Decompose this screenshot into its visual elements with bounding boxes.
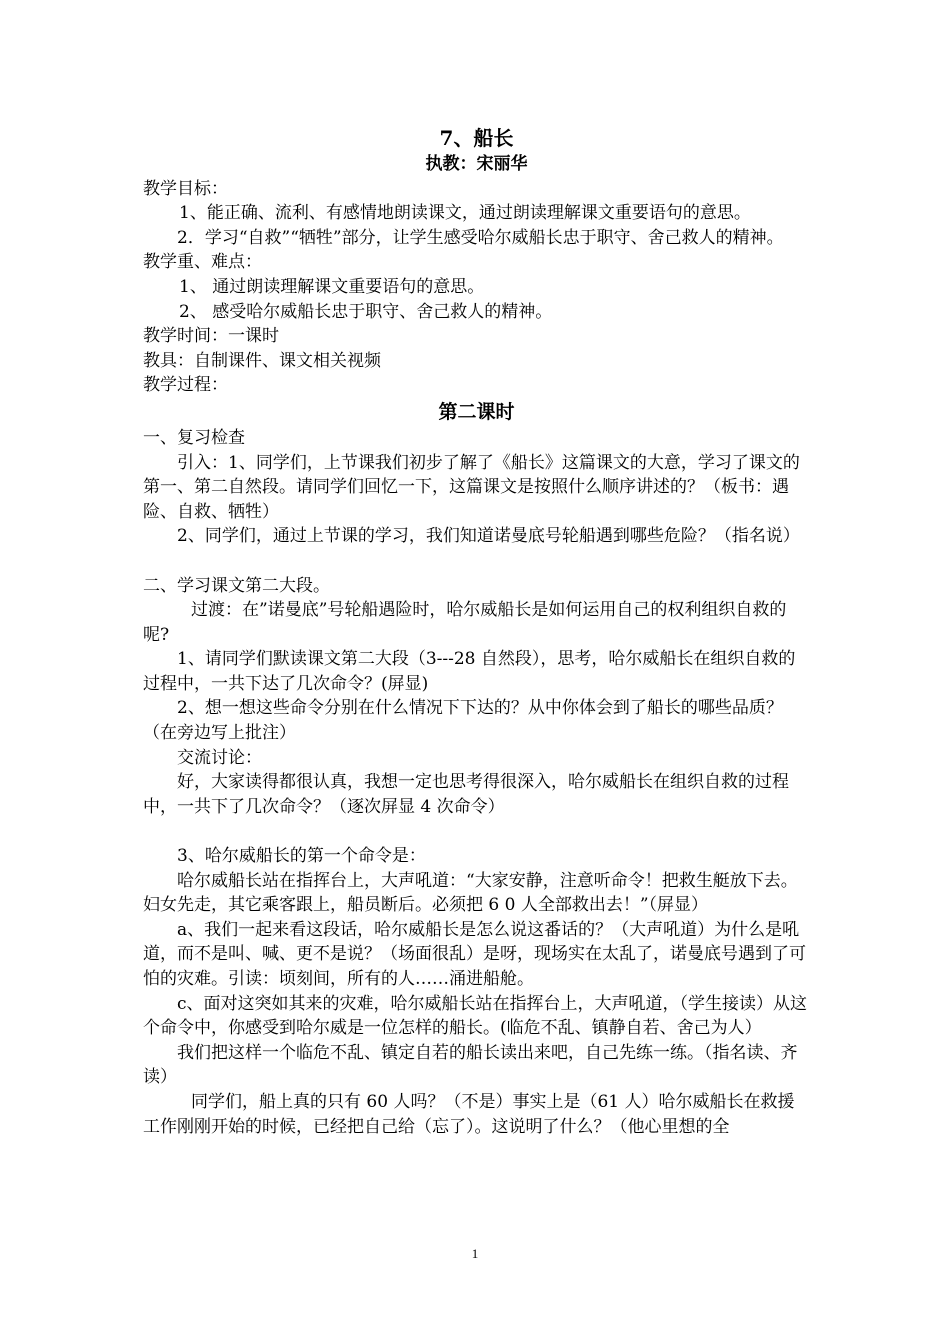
- blank-line: [143, 819, 810, 844]
- teaching-aids: 教具：自制课件、课文相关视频: [143, 350, 381, 371]
- goal-item: 2．学习“自救”“牺牲”部分，让学生感受哈尔威船长忠于职守、舍己救人的精神。: [177, 227, 784, 248]
- teaching-time: 教学时间：一课时: [143, 326, 279, 347]
- paragraph: 引入：1、同学们，上节课我们初步了解了《船长》这篇课文的大意，学习了课文的第一、第二自然段。请同学们回忆一下，这篇课文是按照什么顺序讲述的？（板书：遇险、自救、牺牲）: [143, 452, 800, 522]
- goal-item: 1、能正确、流利、有感情地朗读课文，通过朗读理解课文重要语句的意思。: [179, 203, 751, 224]
- paragraph: 同学们，船上真的只有 60 人吗？（不是）事实上是（61 人）哈尔威船长在救援工作刚刚开始的时候，已经把自己给（忘了）。这说明了什么？（他心里想的全: [143, 1091, 795, 1137]
- part-heading: 一、复习检查: [143, 427, 245, 448]
- section-heading: 第二课时: [438, 400, 515, 423]
- blank-line: [143, 549, 810, 574]
- key-point-item: 1、 通过朗读理解课文重要语句的意思。: [179, 276, 485, 297]
- lesson-title: 7、船长: [439, 126, 514, 150]
- teacher-line: 执教：宋丽华: [425, 154, 528, 174]
- key-point-item: 2、 感受哈尔威船长忠于职守、舍己救人的精神。: [179, 301, 553, 322]
- paragraph: 2、同学们，通过上节课的学习，我们知道诺曼底号轮船遇到哪些危险？（指名说）: [177, 526, 800, 547]
- paragraph: 好，大家读得都很认真，我想一定也思考得很深入，哈尔威船长在组织自救的过程中，一共下了几次命令？（逐次屏显 4 次命令）: [143, 772, 789, 817]
- paragraph: 我们把这样一个临危不乱、镇定自若的船长读出来吧，自己先练一练。（指名读、齐读）: [143, 1042, 798, 1088]
- quote-paragraph: 哈尔威船长站在指挥台上，大声吼道：“大家安静，注意听命令！把救生艇放下去。妇女先走，其它乘客跟上，船员断后。必须把 6 0 人全部救出去！”（屏显）: [143, 870, 798, 916]
- key-points-heading: 教学重、难点：: [143, 252, 262, 273]
- paragraph: 交流讨论：: [177, 747, 262, 768]
- paragraph: a、我们一起来看这段话，哈尔威船长是怎么说这番话的？（大声吼道）为什么是吼道，而不是叫、喊、更不是说？（场面很乱）是呀，现场实在太乱了，诺曼底号遇到了可怕的灾难。引读：顷刻间，所有的人……涌进船舱。: [143, 919, 806, 989]
- paragraph: c、面对这突如其来的灾难，哈尔威船长站在指挥台上，大声吼道，（学生接读）从这个命令中，你感受到哈尔威是一位怎样的船长。(临危不乱、镇静自若、舍己为人）: [143, 993, 808, 1039]
- document-body: [143, 124, 810, 1139]
- paragraph: 3、哈尔威船长的第一个命令是：: [177, 846, 426, 867]
- goals-heading: 教学目标：: [143, 178, 228, 199]
- process-heading: 教学过程：: [143, 375, 228, 396]
- paragraph: 1、请同学们默读课文第二大段（3---28 自然段），思考，哈尔威船长在组织自救的过程中，一共下达了几次命令？(屏显): [143, 649, 796, 694]
- paragraph: 过渡：在”诺曼底”号轮船遇险时，哈尔威船长是如何运用自己的权利组织自救的呢?: [143, 600, 787, 645]
- paragraph: 2、想一想这些命令分别在什么情况下下达的？从中你体会到了船长的哪些品质？（在旁边写上批注）: [143, 698, 783, 744]
- part-heading: 二、学习课文第二大段。: [143, 575, 330, 596]
- page-number: 1: [471, 1246, 479, 1261]
